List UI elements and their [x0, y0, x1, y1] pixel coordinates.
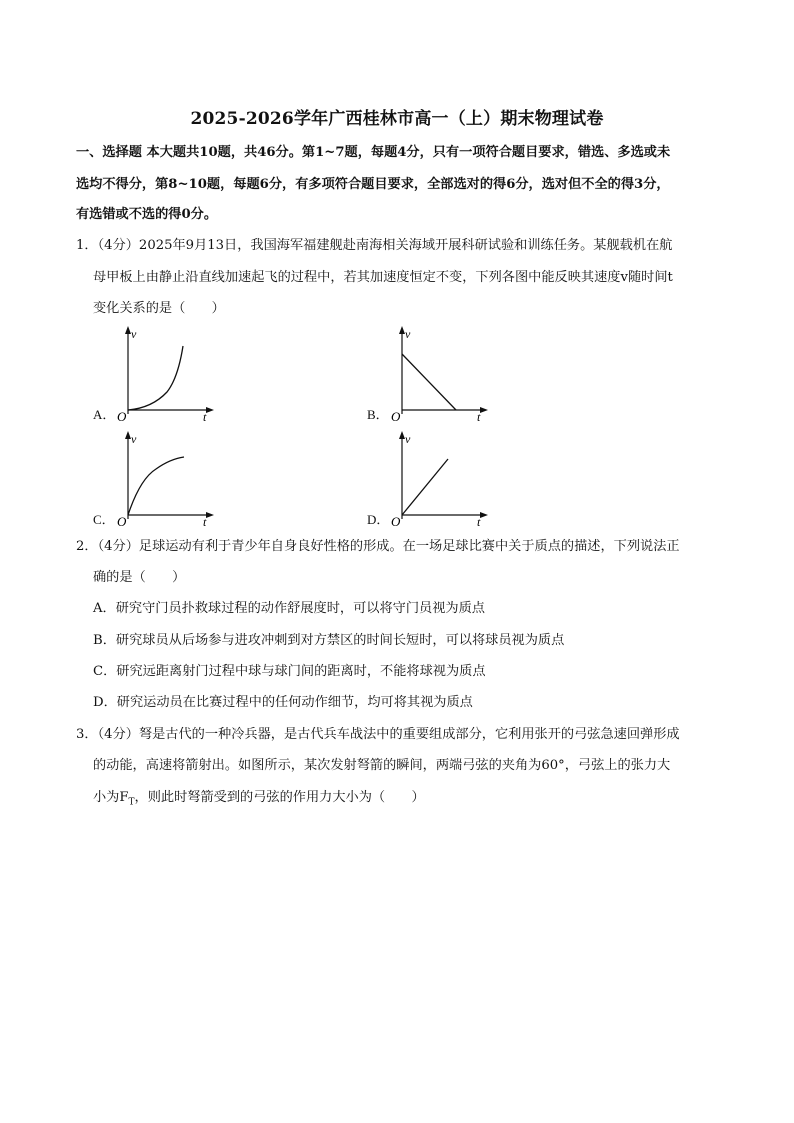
v-axis-label: v	[405, 432, 411, 446]
origin-label: O	[117, 409, 127, 422]
section1-line3: 有选错或不选的得0分。	[76, 207, 218, 222]
q1-line3: 变化关系的是（ ）	[93, 301, 225, 316]
origin-label: O	[391, 409, 401, 422]
origin-label: O	[117, 514, 127, 527]
section1-line1: 一、选择题 本大题共10题，共46分。第1~7题，每题4分，只有一项符合题目要求，错选、多选或未	[76, 145, 671, 160]
q2-option-a[interactable]: A．研究守门员扑救球过程的动作舒展度时，可以将守门员视为质点	[93, 601, 485, 616]
v-axis-label: v	[405, 327, 411, 341]
q2-option-b[interactable]: B．研究球员从后场参与进攻冲刺到对方禁区的时间长短时，可以将球员视为质点	[93, 633, 565, 648]
q2-line2: 确的是（ ）	[93, 570, 186, 585]
q1-option-a-graph[interactable]	[112, 322, 222, 422]
t-axis-label: t	[477, 410, 481, 422]
v-axis-label: v	[131, 432, 137, 446]
q1-option-b-graph[interactable]	[386, 322, 496, 422]
q1-line1: 1．（4分）2025年9月13日，我国海军福建舰赴南海相关海域开展科研试验和训练任务。某舰载机在航	[76, 238, 673, 253]
q3-line2: 的动能，高速将箭射出。如图所示，某次发射弩箭的瞬间，两端弓弦的夹角为60°，弓弦上的张力大	[93, 758, 671, 773]
q2-option-c[interactable]: C．研究远距离射门过程中球与球门间的距离时，不能将球视为质点	[93, 664, 486, 679]
section1-line2: 选均不得分，第8~10题，每题6分，有多项符合题目要求，全部选对的得6分，选对但不全的得3分，	[76, 177, 670, 192]
q3-line3-subscript: T	[128, 797, 135, 808]
q1-option-a-label[interactable]: A．	[93, 407, 116, 422]
q1-line2: 母甲板上由静止沿直线加速起飞的过程中，若其加速度恒定不变，下列各图中能反映其速度v随时间t	[93, 270, 673, 285]
q1-option-c-graph[interactable]	[112, 427, 222, 527]
q3-line3-end: ，则此时弩箭受到的弓弦的作用力大小为（ ）	[134, 790, 425, 805]
q1-option-b-label[interactable]: B．	[367, 407, 389, 422]
v-axis-label: v	[131, 327, 137, 341]
origin-label: O	[391, 514, 401, 527]
q2-option-d[interactable]: D．研究运动员在比赛过程中的任何动作细节，均可将其视为质点	[93, 695, 473, 710]
q1-option-d-graph[interactable]	[386, 427, 496, 527]
q3-line1: 3．（4分）弩是古代的一种冷兵器，是古代兵车战法中的重要组成部分，它利用张开的弓弦急速回弹形成	[76, 727, 680, 742]
q3-line3	[93, 789, 425, 812]
page-title: 2025-2026学年广西桂林市高一（上）期末物理试卷	[190, 109, 604, 129]
q3-line3-start: 小为F	[93, 790, 129, 805]
q1-option-d-label[interactable]: D．	[367, 512, 390, 527]
t-axis-label: t	[203, 410, 207, 422]
t-axis-label: t	[477, 515, 481, 527]
q2-line1: 2．（4分）足球运动有利于青少年自身良好性格的形成。在一场足球比赛中关于质点的描述，下列说法正	[76, 539, 680, 554]
q1-option-c-label[interactable]: C．	[93, 512, 115, 527]
t-axis-label: t	[203, 515, 207, 527]
